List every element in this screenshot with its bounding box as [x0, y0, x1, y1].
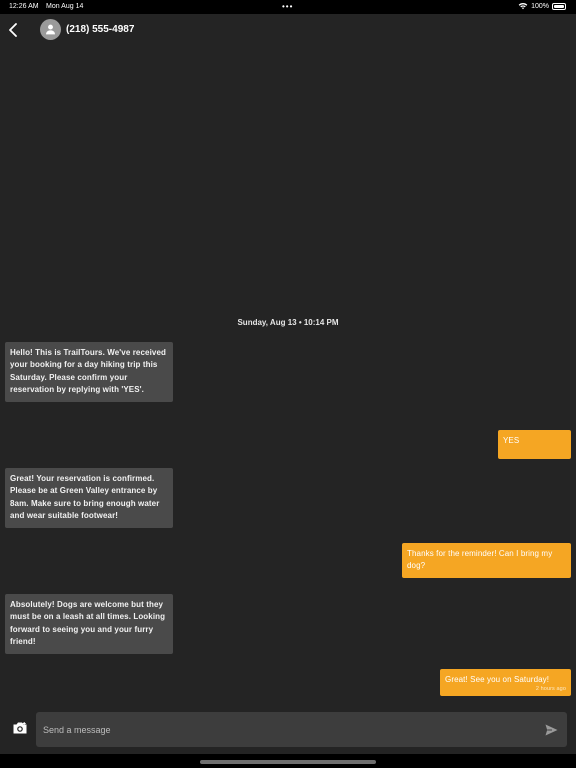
home-indicator[interactable] — [200, 760, 376, 764]
send-button[interactable] — [545, 723, 559, 736]
send-icon — [545, 724, 558, 736]
chevron-left-icon — [8, 23, 18, 37]
message-text: Hello! This is TrailTours. We've received your booking for a day hiking trip this Saturday. Please confirm your reservation by replying with 'YES'. — [10, 348, 166, 395]
date-divider: Sunday, Aug 13 • 10:14 PM — [237, 318, 339, 327]
avatar[interactable] — [40, 19, 61, 40]
status-indicators — [518, 2, 566, 10]
message-text: Thanks for the reminder! Can I bring my dog? — [407, 549, 553, 571]
message-timestamp: 2 hours ago — [535, 686, 566, 693]
message-bubble-incoming — [5, 594, 173, 654]
message-bubble-outgoing — [440, 669, 571, 696]
conversation-header — [0, 14, 576, 46]
status-bar — [0, 0, 576, 14]
message-bubble-incoming — [5, 342, 173, 402]
conversation-screen — [0, 14, 576, 768]
message-text: Great! Your reservation is confirmed. Please be at Green Valley entrance by 8am. Make sure to bring enough water and wear suitable footwear! — [10, 474, 160, 521]
message-composer — [0, 708, 576, 752]
message-bubble-outgoing — [402, 543, 571, 578]
person-icon — [44, 23, 57, 36]
battery-percent: 100% — [531, 2, 549, 10]
message-text: Great! See you on Saturday! — [445, 675, 550, 684]
back-button[interactable] — [5, 21, 21, 39]
message-input[interactable] — [36, 712, 567, 747]
multitasking-dots[interactable]: ••• — [282, 2, 294, 11]
message-bubble-incoming — [5, 468, 173, 528]
message-bubble-outgoing — [498, 430, 571, 459]
message-text: YES — [503, 436, 520, 445]
status-time: 12:26 AM — [9, 3, 39, 10]
camera-button[interactable] — [12, 721, 30, 737]
status-date: Mon Aug 14 — [46, 3, 84, 10]
battery-level — [554, 5, 564, 8]
contact-name[interactable]: (218) 555-4987 — [66, 24, 135, 35]
message-text: Absolutely! Dogs are welcome but they must be on a leash at all times. Looking forward to seeing you and your furry friend! — [10, 600, 166, 647]
camera-icon — [12, 721, 28, 735]
battery-icon — [552, 3, 566, 10]
wifi-icon — [518, 2, 528, 10]
